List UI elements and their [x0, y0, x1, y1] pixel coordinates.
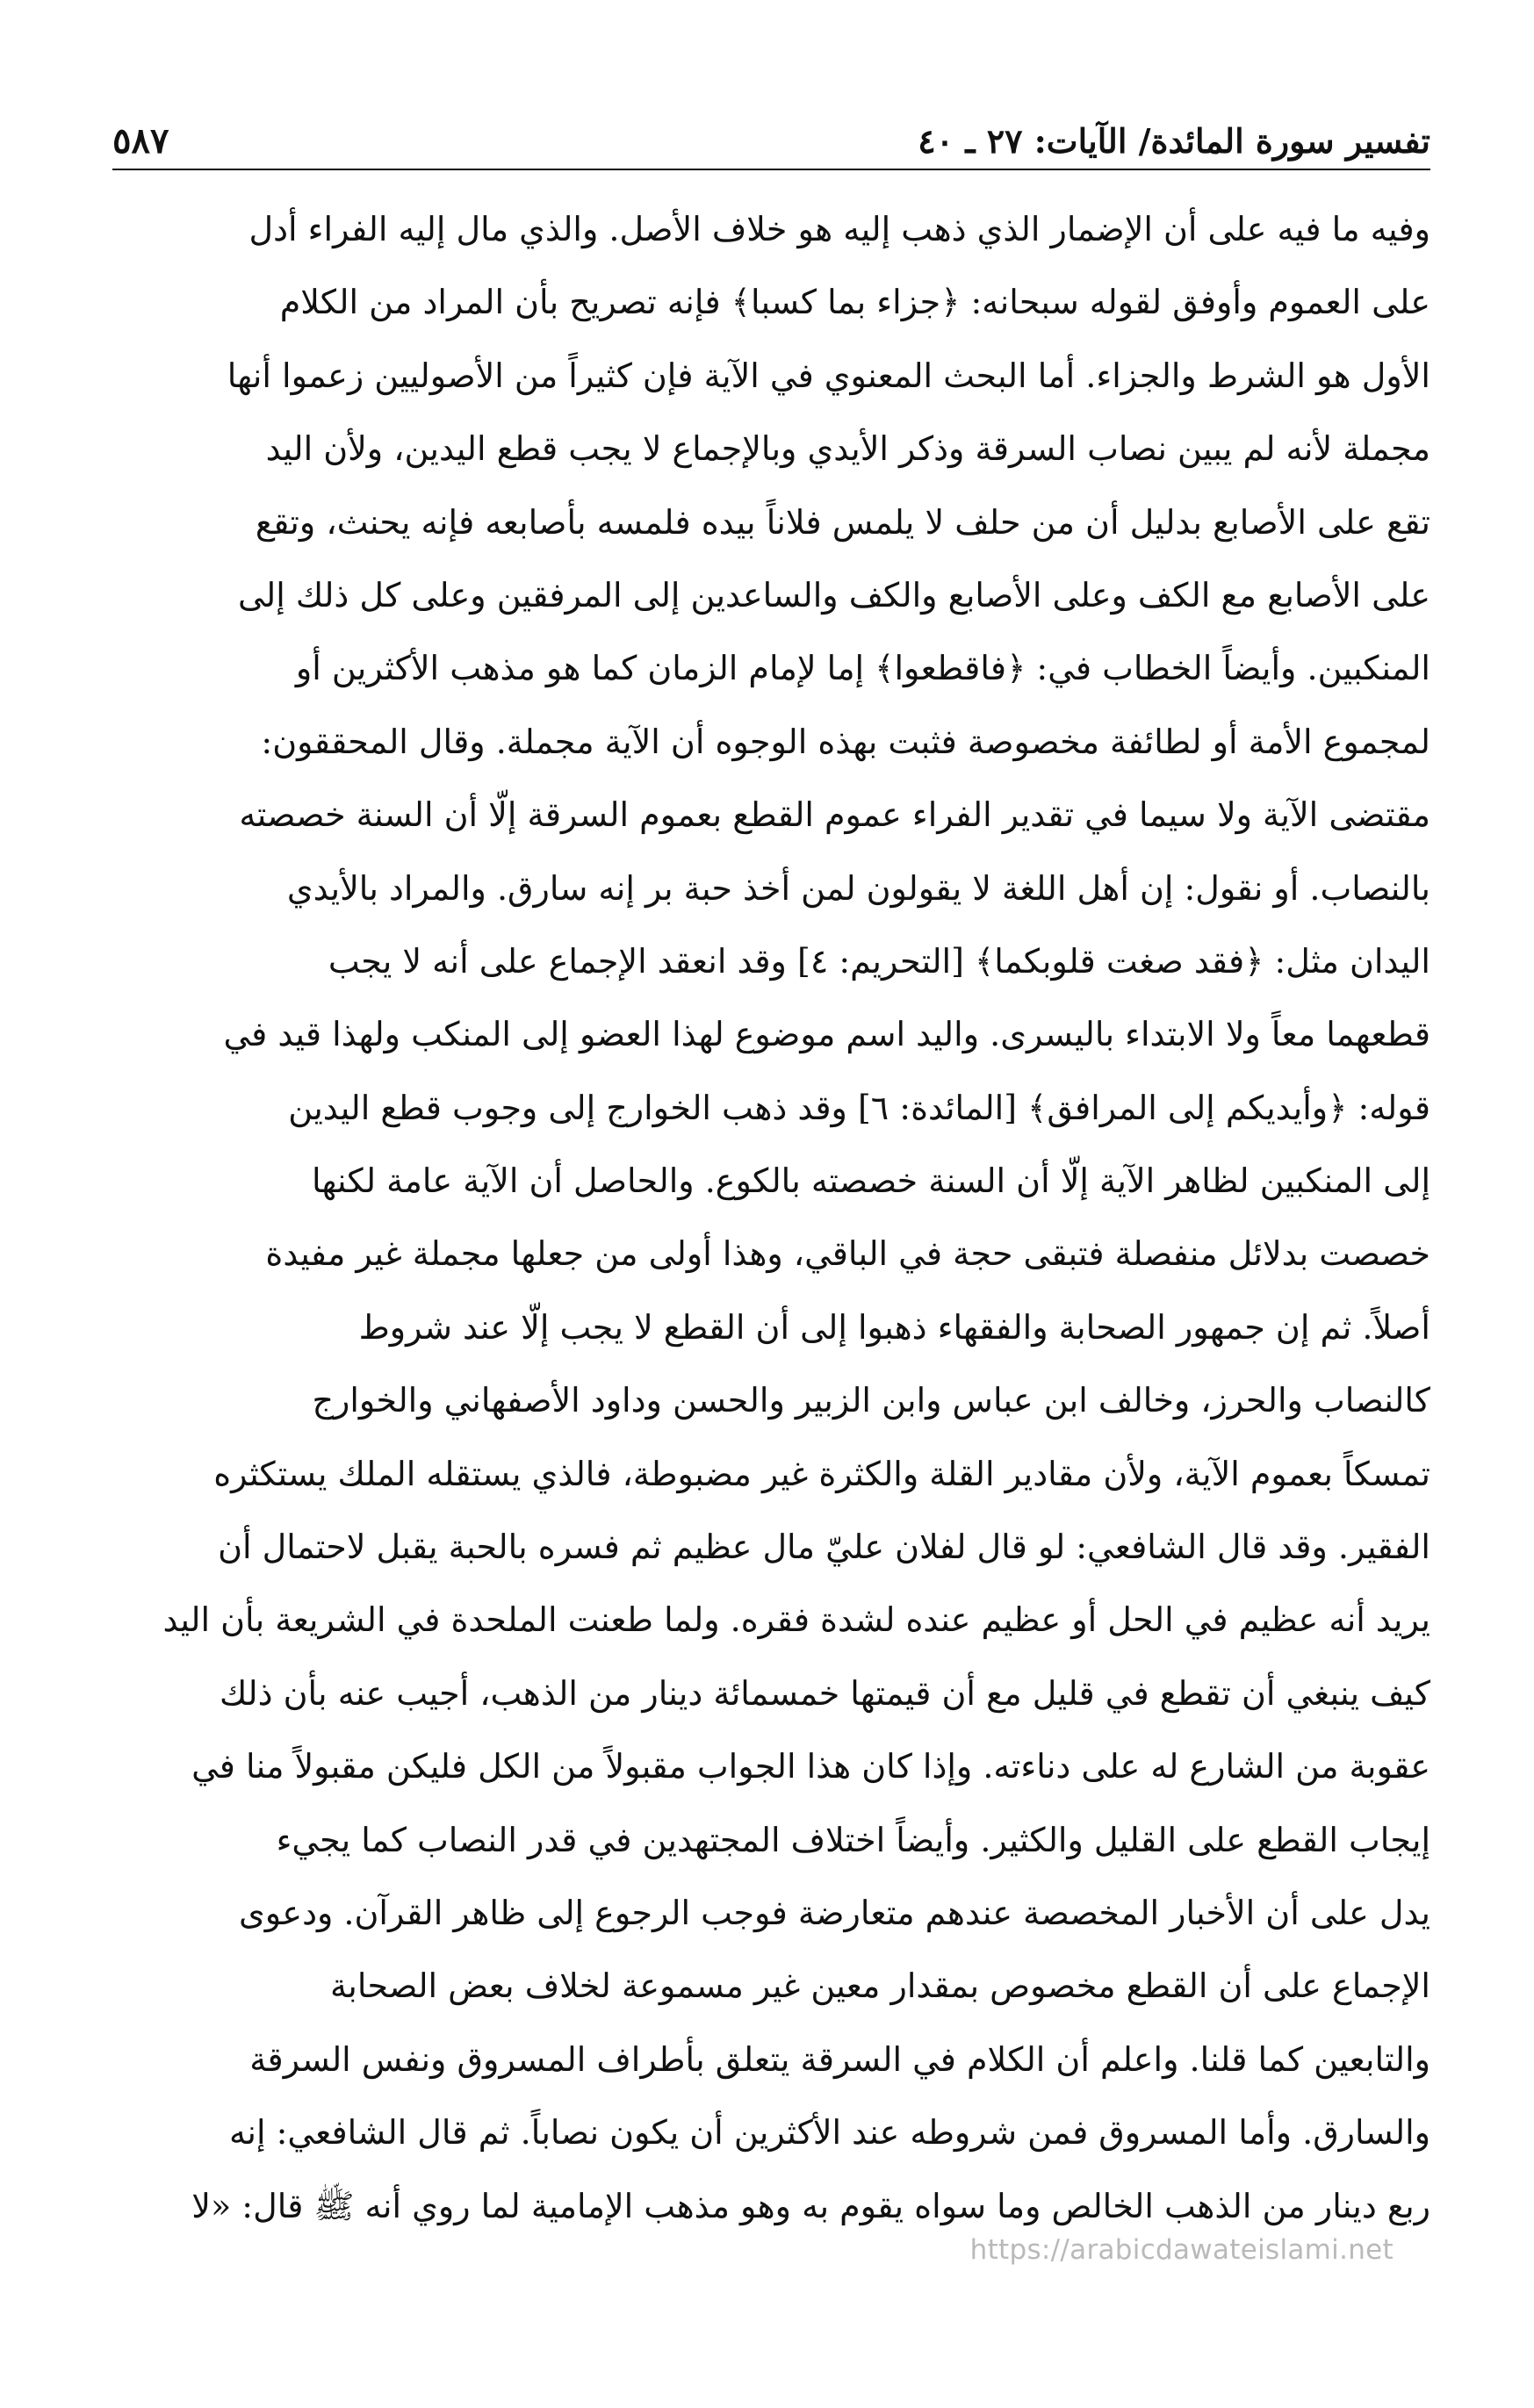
text-line: مجملة لأنه لم يبين نصاب السرقة وذكر الأيدي وبالإجماع لا يجب قطع اليدين، ولأن اليد — [265, 429, 1430, 469]
text-line: يدل على أن الأخبار المخصصة عندهم متعارضة فوجب الرجوع إلى ظاهر القرآن. ودعوى — [239, 1893, 1430, 1932]
text-line: بالنصاب. أو نقول: إن أهل اللغة لا يقولون لمن أخذ حبة بر إنه سارق. والمراد بالأيدي — [286, 868, 1430, 908]
text-line: عقوبة من الشارع له على دناءته. وإذا كان هذا الجواب مقبولاً من الكل فليكن مقبولاً منا في — [191, 1747, 1430, 1786]
text-line: قطعهما معاً ولا الابتداء باليسرى. واليد اسم موضوع لهذا العضو إلى المنكب ولهذا قيد في — [223, 1015, 1430, 1054]
text-line: الفقير. وقد قال الشافعي: لو قال لفلان عليّ مال عظيم ثم فسره بالحبة يقبل لاحتمال أن — [218, 1527, 1430, 1567]
text-line: تقع على الأصابع بدليل أن من حلف لا يلمس فلاناً بيده فلمسه بأصابعه فإنه يحنث، وتقع — [255, 502, 1430, 542]
text-line: والتابعين كما قلنا. واعلم أن الكلام في السرقة يتعلق بأطراف المسروق ونفس السرقة — [249, 2039, 1430, 2079]
text-line: كيف ينبغي أن تقطع في قليل مع أن قيمتها خمسمائة دينار من الذهب، أجيب عنه بأن ذلك — [219, 1673, 1430, 1713]
text-line: قوله: ﴿وأيديكم إلى المرافق﴾ [المائدة: ٦] وقد ذهب الخوارج إلى وجوب قطع اليدين — [288, 1088, 1430, 1127]
text-line: اليدان مثل: ﴿فقد صغت قلوبكما﴾ [التحريم: ٤] وقد انعقد الإجماع على أنه لا يجب — [328, 941, 1430, 981]
body-text — [112, 193, 1430, 2243]
text-line: المنكبين. وأيضاً الخطاب في: ﴿فاقطعوا﴾ إما لإمام الزمان كما هو مذهب الأكثرين أو — [295, 649, 1430, 688]
text-line: والسارق. وأما المسروق فمن شروطه عند الأكثرين أن يكون نصاباً. ثم قال الشافعي: إنه — [229, 2113, 1430, 2153]
text-line: الأول هو الشرط والجزاء. أما البحث المعنوي في الآية فإن كثيراً من الأصوليين زعموا أنها — [227, 356, 1430, 395]
text-line: الإجماع على أن القطع مخصوص بمقدار معين غير مسموعة لخلاف بعض الصحابة — [329, 1966, 1430, 2006]
running-header — [112, 112, 1430, 170]
watermark-url: https://arabicdawateislami.net — [969, 2234, 1394, 2266]
text-line: تمسكاً بعموم الآية، ولأن مقادير القلة والكثرة غير مضبوطة، فالذي يستقله الملك يستكثره — [213, 1454, 1430, 1493]
text-line: مقتضى الآية ولا سيما في تقدير الفراء عموم القطع بعموم السرقة إلّا أن السنة خصصته — [239, 795, 1430, 835]
text-line: كالنصاب والحرز، وخالف ابن عباس وابن الزبير والحسن وداود الأصفهاني والخوارج — [312, 1381, 1430, 1420]
text-line: وفيه ما فيه على أن الإضمار الذي ذهب إليه هو خلاف الأصل. والذي مال إليه الفراء أدل — [248, 210, 1430, 248]
text-line: على الأصابع مع الكف وعلى الأصابع والكف والساعدين إلى المرفقين وعلى كل ذلك إلى — [237, 575, 1430, 615]
text-line: إيجاب القطع على القليل والكثير. وأيضاً اختلاف المجتهدين في قدر النصاب كما يجيء — [276, 1820, 1430, 1859]
page-number: ٥٨٧ — [112, 119, 169, 162]
text-line: يريد أنه عظيم في الحل أو عظيم عنده لشدة فقره. ولما طعنت الملحدة في الشريعة بأن اليد — [162, 1600, 1430, 1640]
text-line: أصلاً. ثم إن جمهور الصحابة والفقهاء ذهبوا إلى أن القطع لا يجب إلّا عند شروط — [358, 1307, 1430, 1347]
text-line: لمجموع الأمة أو لطائفة مخصوصة فثبت بهذه الوجوه أن الآية مجملة. وقال المحققون: — [261, 722, 1430, 761]
running-title: تفسير سورة المائدة/ الآيات: ٢٧ ـ ٤٠ — [918, 120, 1430, 161]
text-line: إلى المنكبين لظاهر الآية إلّا أن السنة خصصته بالكوع. والحاصل أن الآية عامة لكنها — [311, 1161, 1430, 1201]
text-line: على العموم وأوفق لقوله سبحانه: ﴿جزاء بما كسبا﴾ فإنه تصريح بأن المراد من الكلام — [279, 283, 1430, 322]
text-line: ربع دينار من الذهب الخالص وما سواه يقوم به وهو مذهب الإمامية لما روي أنه ﷺ قال: «لا — [191, 2186, 1430, 2225]
text-line: خصصت بدلائل منفصلة فتبقى حجة في الباقي، وهذا أولى من جعلها مجملة غير مفيدة — [265, 1234, 1430, 1274]
